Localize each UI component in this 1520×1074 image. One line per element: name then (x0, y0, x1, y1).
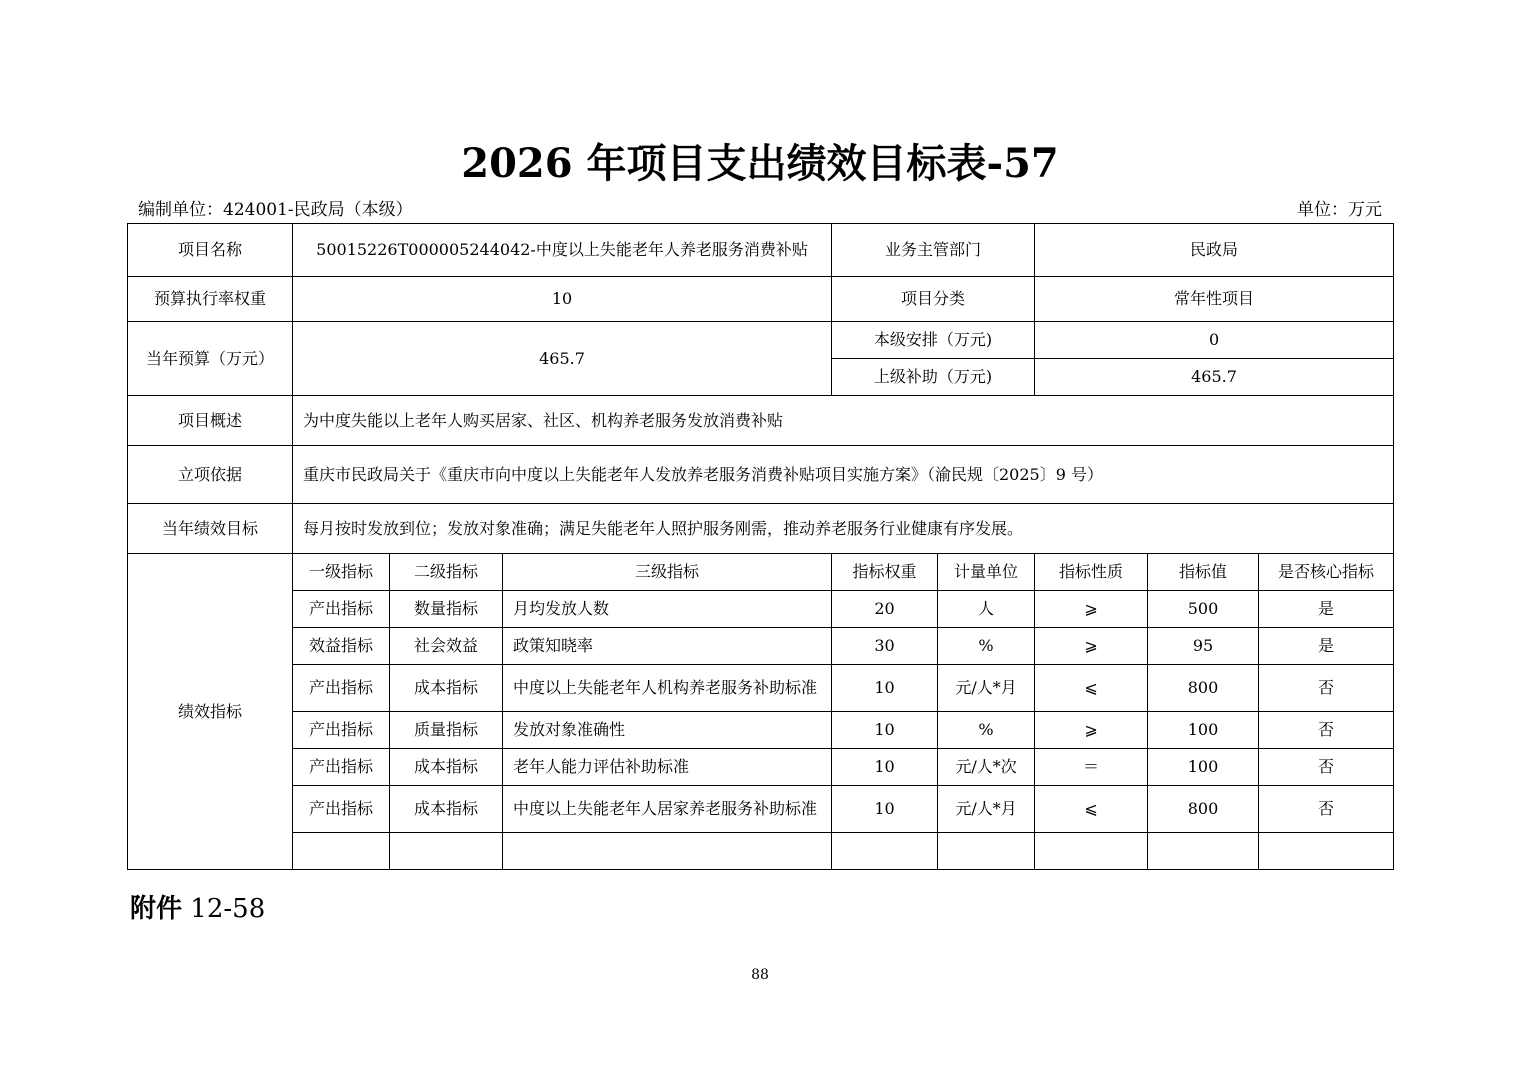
budget-value: 465.7 (293, 322, 832, 396)
header-level2: 二级指标 (390, 554, 503, 591)
overview-label: 项目概述 (128, 396, 293, 446)
level2-cell: 成本指标 (390, 786, 503, 833)
level3-cell: 发放对象准确性 (503, 712, 832, 749)
empty-row (128, 833, 1394, 870)
core-cell: 否 (1259, 665, 1394, 712)
weight-cell: 10 (832, 786, 938, 833)
empty-cell (293, 833, 390, 870)
level3-cell: 中度以上失能老年人机构养老服务补助标准 (503, 665, 832, 712)
table-row (128, 591, 1394, 628)
level1-cell: 效益指标 (293, 628, 390, 665)
level1-cell: 产出指标 (293, 591, 390, 628)
level3-cell: 老年人能力评估补助标准 (503, 749, 832, 786)
weight-cell: 10 (832, 749, 938, 786)
level1-cell: 产出指标 (293, 665, 390, 712)
header-value: 指标值 (1148, 554, 1259, 591)
currency-unit: 单位：万元 (1297, 200, 1382, 220)
level1-cell: 产出指标 (293, 712, 390, 749)
header-level3: 三级指标 (503, 554, 832, 591)
empty-cell (1259, 833, 1394, 870)
level1-cell: 产出指标 (293, 786, 390, 833)
nature-cell: ⩽ (1035, 665, 1148, 712)
table-row (128, 665, 1394, 712)
project-name-label: 项目名称 (128, 224, 293, 277)
value-cell: 100 (1148, 749, 1259, 786)
unit-cell: % (938, 712, 1035, 749)
empty-cell (390, 833, 503, 870)
indicators-section-label: 绩效指标 (128, 554, 293, 870)
weight-cell: 30 (832, 628, 938, 665)
level3-cell: 政策知晓率 (503, 628, 832, 665)
empty-cell (832, 833, 938, 870)
level3-cell: 中度以上失能老年人居家养老服务补助标准 (503, 786, 832, 833)
core-cell: 是 (1259, 591, 1394, 628)
attachment-number: 12-58 (190, 894, 266, 924)
dept-label: 业务主管部门 (832, 224, 1035, 277)
category-label: 项目分类 (832, 277, 1035, 322)
value-cell: 500 (1148, 591, 1259, 628)
core-cell: 否 (1259, 749, 1394, 786)
upper-funding-value: 465.7 (1035, 359, 1394, 396)
page-number: 88 (751, 967, 769, 983)
value-cell: 100 (1148, 712, 1259, 749)
nature-cell: ⩾ (1035, 712, 1148, 749)
level2-cell: 成本指标 (390, 665, 503, 712)
weight-cell: 20 (832, 591, 938, 628)
weight-label: 预算执行率权重 (128, 277, 293, 322)
page-title: 2026 年项目支出绩效目标表-57 (461, 140, 1059, 187)
basis-value: 重庆市民政局关于《重庆市向中度以上失能老年人发放养老服务消费补贴项目实施方案》（渝民规〔2025〕9 号） (293, 446, 1394, 504)
nature-cell: ⩾ (1035, 591, 1148, 628)
header-weight: 指标权重 (832, 554, 938, 591)
attachment-label (130, 888, 265, 925)
basis-label: 立项依据 (128, 446, 293, 504)
goal-label: 当年绩效目标 (128, 504, 293, 554)
dept-value: 民政局 (1035, 224, 1394, 277)
table-row (128, 628, 1394, 665)
value-cell: 800 (1148, 786, 1259, 833)
weight-cell: 10 (832, 665, 938, 712)
level2-cell: 质量指标 (390, 712, 503, 749)
performance-table (127, 223, 1394, 870)
core-cell: 是 (1259, 628, 1394, 665)
nature-cell: ⩽ (1035, 786, 1148, 833)
goal-value: 每月按时发放到位；发放对象准确；满足失能老年人照护服务刚需，推动养老服务行业健康有序发展。 (293, 504, 1394, 554)
empty-cell (1148, 833, 1259, 870)
empty-cell (1035, 833, 1148, 870)
level1-cell: 产出指标 (293, 749, 390, 786)
table-row (128, 712, 1394, 749)
core-cell: 否 (1259, 786, 1394, 833)
unit-cell: 元/人*次 (938, 749, 1035, 786)
empty-cell (938, 833, 1035, 870)
value-cell: 800 (1148, 665, 1259, 712)
nature-cell: ＝ (1035, 749, 1148, 786)
attachment-prefix: 附件 (130, 894, 183, 924)
value-cell: 95 (1148, 628, 1259, 665)
local-funding-value: 0 (1035, 322, 1394, 359)
table-row (128, 749, 1394, 786)
empty-cell (503, 833, 832, 870)
category-value: 常年性项目 (1035, 277, 1394, 322)
level2-cell: 社会效益 (390, 628, 503, 665)
level3-cell: 月均发放人数 (503, 591, 832, 628)
header-core: 是否核心指标 (1259, 554, 1394, 591)
unit-cell: % (938, 628, 1035, 665)
header-nature: 指标性质 (1035, 554, 1148, 591)
budget-label: 当年预算（万元） (128, 322, 293, 396)
overview-value: 为中度失能以上老年人购买居家、社区、机构养老服务发放消费补贴 (293, 396, 1394, 446)
unit-cell: 人 (938, 591, 1035, 628)
header-unit: 计量单位 (938, 554, 1035, 591)
weight-value: 10 (293, 277, 832, 322)
unit-cell: 元/人*月 (938, 786, 1035, 833)
level2-cell: 数量指标 (390, 591, 503, 628)
upper-funding-label: 上级补助（万元) (832, 359, 1035, 396)
nature-cell: ⩾ (1035, 628, 1148, 665)
table-row (128, 786, 1394, 833)
org-unit: 编制单位：424001-民政局（本级） (138, 200, 413, 220)
level2-cell: 成本指标 (390, 749, 503, 786)
indicator-header-row (128, 554, 1394, 591)
weight-cell: 10 (832, 712, 938, 749)
local-funding-label: 本级安排（万元) (832, 322, 1035, 359)
header-level1: 一级指标 (293, 554, 390, 591)
unit-cell: 元/人*月 (938, 665, 1035, 712)
core-cell: 否 (1259, 712, 1394, 749)
project-name-value: 50015226T000005244042-中度以上失能老年人养老服务消费补贴 (293, 224, 832, 277)
